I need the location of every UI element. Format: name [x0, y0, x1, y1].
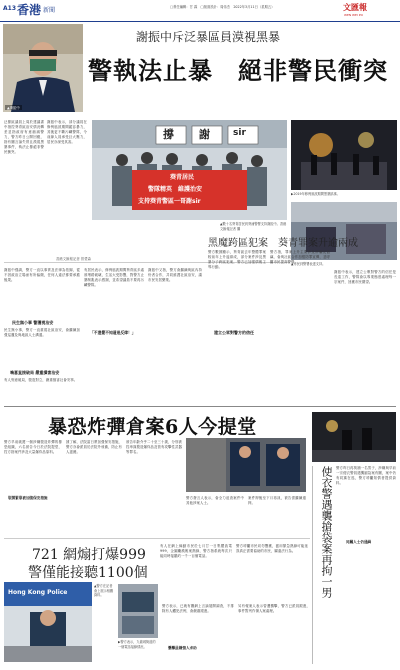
sign-banner-right: sir: [233, 128, 246, 138]
caption-right-1: ▶2019年修例風波期間黑暴搞事。: [291, 192, 340, 196]
portrait-photo: [3, 24, 83, 112]
story1-body-col2: 謝振中表示，部分議員在修例風波期間縱容暴力，其後更不斷污衊警隊，令前線人員承受巨大壓力，居民亦深受其害。: [47, 120, 87, 144]
editor-meta: □責任編輯：甘 霖 □版面設計：周伟杰 2022年3月11日（星期五）: [170, 5, 275, 9]
story4-body-col2: 警方呼籲市民切勿響應，濫用緊急熱線可能延誤真正需要協助的市民，屬違法行為。: [236, 544, 308, 553]
story1-body-col5: 有人刻意破局，製造對立，嚴重損害社會安寧。: [4, 378, 78, 382]
story1-subhead-1: 民生無小事 警獲視治安: [12, 320, 54, 325]
caption-right-2: ▲市民到警署表達支持。: [291, 262, 326, 266]
story2-headline: 黑魔跨區犯案 葵青罪案升逾兩成: [208, 238, 358, 249]
story3-subhead-1: 裂開緊靠被加強保安措施: [8, 496, 48, 500]
page-number: A13: [3, 5, 16, 12]
story3-side-body: 警方昨日再拘捕一名男子，涉嫌與早前一宗便衣警員遇襲搶袋案有關，案中仍有同黨在逃，警方呼籲知情者提供資料。: [336, 466, 396, 485]
sign-red-2: 警隊精英 維護治安: [148, 186, 203, 193]
story3-side-subhead: 同屬人士仍通緝: [346, 540, 372, 544]
story2-body-col3: 謝振中表示，建立公眾對警方的信任是長遠工作，警隊會以專業態度處理每一宗案件，回應市民期望。: [334, 270, 396, 284]
story4-body-col4: 另有報案人表示曾遭襲擊，警方已派員跟進，事件暫列作傷人案處理。: [238, 604, 310, 613]
section-title: 香港: [17, 3, 42, 17]
sign-banner-mid: 謝: [199, 128, 210, 141]
sign-red-1: 葵青居民: [170, 174, 195, 181]
story4-headline-2: 警僅能接聽1100個: [28, 565, 148, 581]
story1-kicker: 謝振中斥泛暴區員漠視黑暴: [136, 30, 281, 44]
section-subtitle: 新聞: [43, 7, 56, 14]
sign-banner-left: 撐: [163, 128, 174, 141]
story4-body-col3: 警方表示，已就有關網上言論展開調查，不排除有人觸犯法例，會嚴肅跟進。: [162, 604, 234, 613]
story4-caption-2: ▶警方表示，九龍城街道的一個電話接線情況。: [118, 640, 156, 649]
story1-subhead-2: 鳴喜直接破局 嚴重損害治安: [10, 370, 60, 375]
story4-body-col1: 有人在網上煽動市民於七月廿一日集體致電999，企圖癱瘓報案熱線，警方指系統每次只能同時接聽約一千一百個電話。: [160, 544, 232, 558]
story1-quote: 「不達覺不知道是反律！」: [90, 330, 136, 335]
story1-body-col6: 有居民表示，修例風波期間葵青區多處被堵路破壞，生活大受影響，對警方止暴制亂表示感謝，並希望議員不要再污衊警隊。: [84, 268, 144, 287]
story4-top-rule: [4, 538, 310, 539]
police-sign-text: Hong Kong Police: [8, 589, 68, 596]
story2-subhead: 建立公眾對警方的信任: [214, 330, 254, 335]
story3-body-col2: 據了解，法院當日將加強保安措施，警方亦會派員於法院外戒備，防止有人滋擾。: [66, 440, 122, 454]
story3-body-col1: 警方早前破獲一個涉嫌製造炸彈的暴恐組織，六名被告今日於法院提堂，控方指案件涉及大量爆炸品原料。: [4, 440, 62, 454]
story4-caption-1: ▲警方在記者會上展示相關資料。: [94, 584, 114, 598]
story1-body-col1: 泛暴區議員上周於建議書中指控葵青區治安情況轉差並指政府有意縮減警力，警方昨日公開回應，指有關言論失實且漠視黑暴事件，執法止暴絕非警民衝突。: [4, 120, 44, 154]
story3-side-headline: 使衣警遇襲搶袋案再拘一男: [320, 466, 333, 598]
story1-byline: 香港文匯報記者 曾愛森: [56, 257, 91, 261]
story3-headline: 暴恐炸彈倉案6人今提堂: [48, 416, 257, 438]
story1-headline: 警執法止暴 絕非警民衝突: [88, 56, 388, 85]
story2-body-col1: 警方數據顯示，葵青區去年整體罪案較前年上升逾兩成，部分案件涉及黑暴分子跨區犯案，警方已加強情報主導行動。: [208, 250, 266, 269]
story1-body-col4: 民生無小事，警方一直重視社區治安，會繼續加強巡邏及與地區人士溝通。: [4, 328, 80, 337]
story1-body-col7: 謝振中又指，警方會繼續與區內持份者合作，共同維護社區治安，讓市民安居樂業。: [148, 268, 202, 282]
story2-body-col2: 警方指，罪案上升主要涉及詐騙及盜竊，會與社區合作加強防罪宣傳，並呼籲市民提高警覺。: [270, 250, 330, 264]
story3-body-col5: 案件押後至下月再訊，被告需繼續還押。: [248, 496, 306, 505]
masthead-rule: [0, 21, 400, 22]
masthead: [0, 0, 400, 22]
right-column-divider: [312, 466, 313, 664]
story4-bottom-subhead: 襲擊員嫌情人求助: [168, 646, 197, 650]
press-conference-photo: [4, 582, 92, 662]
supporters-photo: [92, 120, 287, 220]
brand-english: WEN WEI PO: [344, 13, 363, 17]
brand-logo: 文匯報: [343, 2, 367, 12]
portrait-caption: ▲謝振中: [7, 106, 20, 110]
arrest-photo: [186, 438, 306, 492]
call-center-photo: [118, 584, 158, 638]
story4-headline-1: 721 網煽打爆999: [32, 547, 146, 563]
story3-body-col3: 被告年齡介乎二十至三十歲，分別被控串謀製造爆炸品及管有攻擊性武器等罪名。: [126, 440, 182, 454]
story3-body-col4: 警方發言人表示，會全力追查案件中其他涉案人士。: [186, 496, 244, 505]
story1-body-col3: 謝振中強調，警方一直以事實及法律為依歸，從不因政治立場而有所偏頗，任何人違法都要承擔後果。: [4, 268, 80, 282]
story3-top-rule: [4, 406, 396, 407]
night-scene-photo: [312, 412, 396, 462]
protest-night-photo: [291, 120, 397, 190]
sign-red-3: 支持葵青警區一哥謝sir: [138, 198, 201, 205]
caption-mid: ▲數十名葵青居民到葵涌警署支持謝振中。香港文匯報記者 攝: [220, 222, 287, 231]
